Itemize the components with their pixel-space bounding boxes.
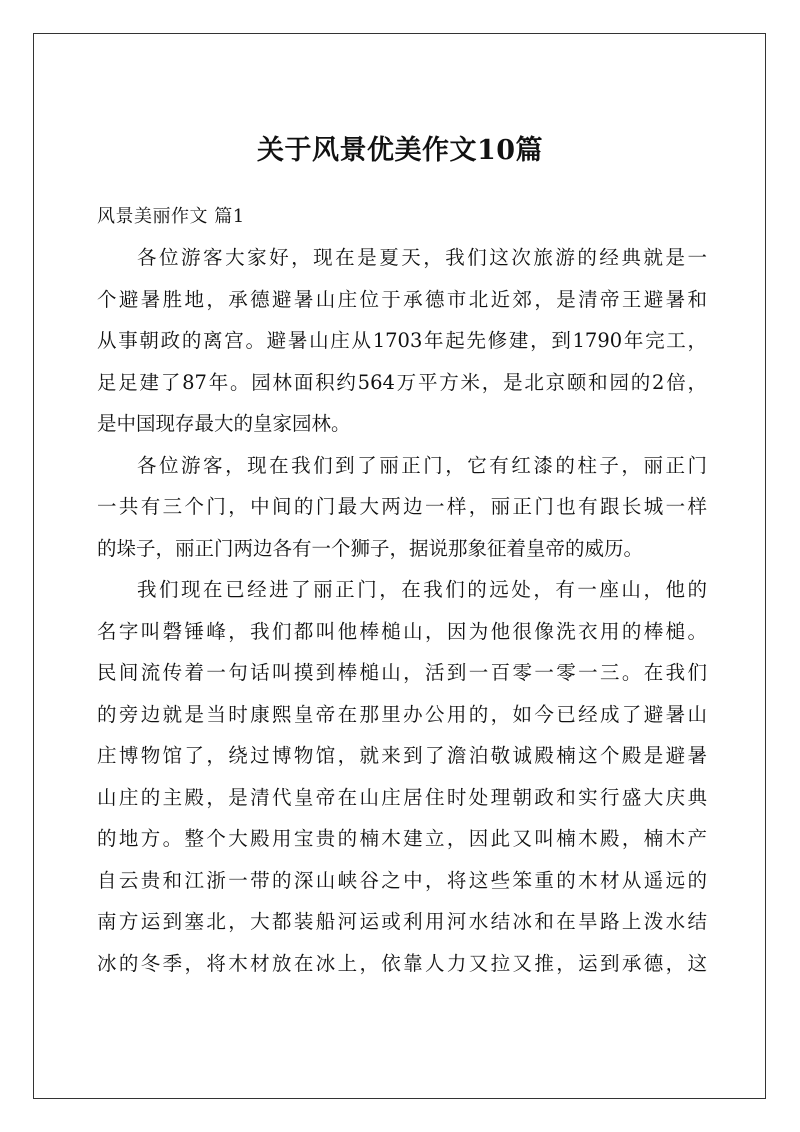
text-line: 庄博物馆了，绕过博物馆，就来到了澹泊敬诚殿楠这个殿是避暑 [97,744,707,767]
text-line: 从事朝政的离宫。避暑山庄从1703年起先修建，到1790年完工， [97,329,707,352]
section-heading: 风景美丽作文 篇1 [97,206,245,227]
text-line: 的地方。整个大殿用宝贵的楠木建立，因此又叫楠木殿，楠木产 [97,827,707,850]
text-line: 是中国现存最大的皇家园林。 [97,412,351,435]
text-line: 山庄的主殿，是清代皇帝在山庄居住时处理朝政和实行盛大庆典 [97,785,707,809]
text-line: 南方运到塞北，大都装船河运或利用河水结冰和在旱路上泼水结 [97,910,707,933]
text-line: 各位游客，现在我们到了丽正门，它有红漆的柱子，丽正门 [137,453,707,477]
text-line: 一共有三个门，中间的门最大两边一样，丽正门也有跟长城一样 [97,495,707,518]
text-line: 我们现在已经进了丽正门，在我们的远处，有一座山，他的 [137,578,707,601]
document-title: 关于风景优美作文10篇 [256,135,544,166]
text-line: 的垛子，丽正门两边各有一个狮子，据说那象征着皇帝的威历。 [97,536,644,560]
document-body [97,237,707,984]
text-line: 各位游客大家好，现在是夏天，我们这次旅游的经典就是一 [137,246,707,269]
text-line: 冰的冬季，将木材放在冰上，依靠人力又拉又推，运到承德，这 [97,951,707,975]
text-line: 民间流传着一句话叫摸到棒槌山，活到一百零一零一三。在我们 [97,661,707,684]
text-line: 的旁边就是当时康熙皇帝在那里办公用的，如今已经成了避暑山 [97,702,707,726]
text-line: 自云贵和江浙一带的深山峡谷之中，将这些笨重的木材从遥远的 [97,868,707,892]
text-line: 名字叫磬锤峰，我们都叫他棒槌山，因为他很像洗衣用的棒槌。 [97,619,707,643]
text-line: 个避暑胜地，承德避暑山庄位于承德市北近郊，是清帝王避暑和 [97,287,707,311]
text-line: 足足建了87年。园林面积约564万平方米，是北京颐和园的2倍， [97,370,707,394]
